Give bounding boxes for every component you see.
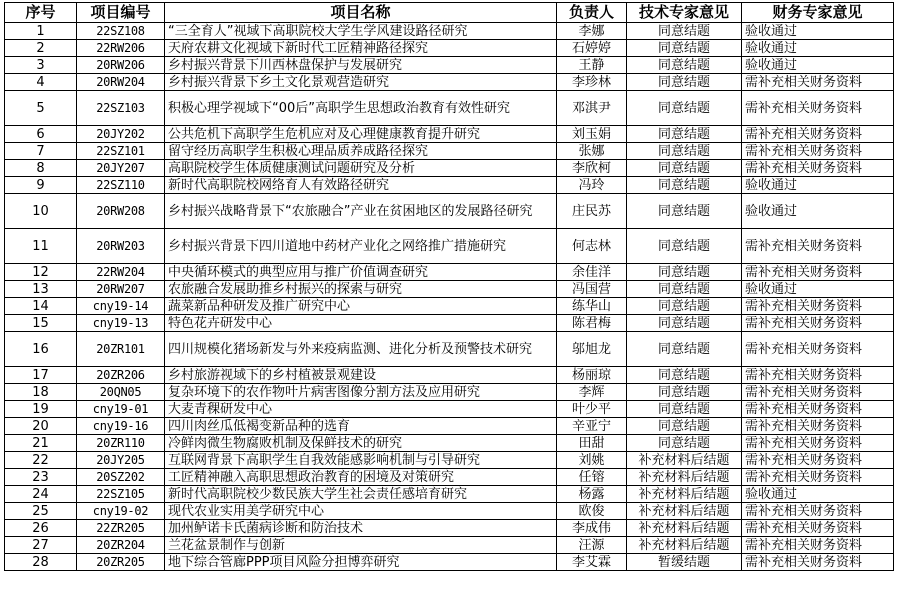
cell-no: 19 bbox=[5, 401, 77, 418]
cell-code: cny19-14 bbox=[77, 298, 165, 315]
table-row bbox=[5, 503, 894, 520]
cell-finance-opinion: 验收通过 bbox=[742, 177, 894, 194]
cell-no: 25 bbox=[5, 503, 77, 520]
cell-code: 20ZR110 bbox=[77, 435, 165, 452]
cell-code: cny19-01 bbox=[77, 401, 165, 418]
table-row bbox=[5, 40, 894, 57]
cell-name: 冷鲜肉微生物腐败机制及保鲜技术的研究 bbox=[165, 435, 557, 452]
header-finance-opinion: 财务专家意见 bbox=[742, 3, 894, 23]
cell-finance-opinion: 验收通过 bbox=[742, 194, 894, 229]
cell-no: 6 bbox=[5, 126, 77, 143]
cell-name: 加州鲈诺卡氏菌病诊断和防治技术 bbox=[165, 520, 557, 537]
table-body bbox=[5, 23, 894, 571]
table-row bbox=[5, 143, 894, 160]
cell-tech-opinion: 同意结题 bbox=[627, 126, 742, 143]
cell-finance-opinion: 需补充相关财务资料 bbox=[742, 554, 894, 571]
cell-finance-opinion: 需补充相关财务资料 bbox=[742, 418, 894, 435]
header-code: 项目编号 bbox=[77, 3, 165, 23]
cell-name: 工匠精神融入高职思想政治教育的困境及对策研究 bbox=[165, 469, 557, 486]
cell-person: 练华山 bbox=[557, 298, 627, 315]
cell-tech-opinion: 同意结题 bbox=[627, 384, 742, 401]
cell-tech-opinion: 补充材料后结题 bbox=[627, 452, 742, 469]
cell-code: 20ZR204 bbox=[77, 537, 165, 554]
cell-person: 李成伟 bbox=[557, 520, 627, 537]
cell-person: 邬旭龙 bbox=[557, 332, 627, 367]
cell-name: 复杂环境下的农作物叶片病害图像分割方法及应用研究 bbox=[165, 384, 557, 401]
cell-person: 李娜 bbox=[557, 23, 627, 40]
cell-no: 17 bbox=[5, 367, 77, 384]
cell-tech-opinion: 同意结题 bbox=[627, 435, 742, 452]
cell-person: 邓淇尹 bbox=[557, 91, 627, 126]
cell-name: 乡村振兴背景下川西林盘保护与发展研究 bbox=[165, 57, 557, 74]
cell-tech-opinion: 同意结题 bbox=[627, 57, 742, 74]
cell-no: 10 bbox=[5, 194, 77, 229]
cell-name: 蔬菜新品种研发及推广研究中心 bbox=[165, 298, 557, 315]
table-row bbox=[5, 367, 894, 384]
cell-no: 28 bbox=[5, 554, 77, 571]
cell-tech-opinion: 补充材料后结题 bbox=[627, 537, 742, 554]
cell-finance-opinion: 需补充相关财务资料 bbox=[742, 298, 894, 315]
cell-code: 20JY207 bbox=[77, 160, 165, 177]
cell-person: 刘玉娟 bbox=[557, 126, 627, 143]
cell-finance-opinion: 需补充相关财务资料 bbox=[742, 503, 894, 520]
cell-tech-opinion: 同意结题 bbox=[627, 281, 742, 298]
cell-name: 积极心理学视域下“00后”高职学生思想政治教育有效性研究 bbox=[165, 91, 557, 126]
cell-no: 15 bbox=[5, 315, 77, 332]
cell-person: 庄民苏 bbox=[557, 194, 627, 229]
cell-finance-opinion: 需补充相关财务资料 bbox=[742, 435, 894, 452]
cell-name: 四川肉丝瓜低褐变新品种的选育 bbox=[165, 418, 557, 435]
cell-tech-opinion: 同意结题 bbox=[627, 332, 742, 367]
cell-finance-opinion: 需补充相关财务资料 bbox=[742, 74, 894, 91]
cell-person: 汪源 bbox=[557, 537, 627, 554]
cell-code: 22ZR205 bbox=[77, 520, 165, 537]
cell-tech-opinion: 同意结题 bbox=[627, 74, 742, 91]
table-row bbox=[5, 160, 894, 177]
cell-finance-opinion: 需补充相关财务资料 bbox=[742, 126, 894, 143]
cell-name: 新时代高职院校少数民族大学生社会责任感培育研究 bbox=[165, 486, 557, 503]
cell-person: 刘姚 bbox=[557, 452, 627, 469]
cell-person: 冯玲 bbox=[557, 177, 627, 194]
cell-finance-opinion: 验收通过 bbox=[742, 281, 894, 298]
table-row bbox=[5, 384, 894, 401]
cell-name: 乡村振兴战略背景下“农旅融合”产业在贫困地区的发展路径研究 bbox=[165, 194, 557, 229]
cell-tech-opinion: 同意结题 bbox=[627, 298, 742, 315]
table-row bbox=[5, 332, 894, 367]
cell-name: 公共危机下高职学生危机应对及心理健康教育提升研究 bbox=[165, 126, 557, 143]
cell-tech-opinion: 同意结题 bbox=[627, 229, 742, 264]
cell-no: 22 bbox=[5, 452, 77, 469]
cell-no: 7 bbox=[5, 143, 77, 160]
cell-no: 18 bbox=[5, 384, 77, 401]
project-review-table bbox=[4, 2, 894, 571]
table-row bbox=[5, 281, 894, 298]
table-row bbox=[5, 264, 894, 281]
table-row bbox=[5, 74, 894, 91]
cell-no: 23 bbox=[5, 469, 77, 486]
table-row bbox=[5, 126, 894, 143]
cell-person: 欧俊 bbox=[557, 503, 627, 520]
cell-person: 余佳洋 bbox=[557, 264, 627, 281]
cell-person: 李珍林 bbox=[557, 74, 627, 91]
cell-name: 天府农耕文化视域下新时代工匠精神路径探究 bbox=[165, 40, 557, 57]
cell-no: 27 bbox=[5, 537, 77, 554]
cell-code: 20JY205 bbox=[77, 452, 165, 469]
cell-code: 22SZ101 bbox=[77, 143, 165, 160]
cell-finance-opinion: 需补充相关财务资料 bbox=[742, 537, 894, 554]
cell-person: 杨丽琼 bbox=[557, 367, 627, 384]
header-tech-opinion: 技术专家意见 bbox=[627, 3, 742, 23]
cell-tech-opinion: 同意结题 bbox=[627, 315, 742, 332]
cell-finance-opinion: 验收通过 bbox=[742, 486, 894, 503]
cell-name: 地下综合管廊PPP项目风险分担博弈研究 bbox=[165, 554, 557, 571]
cell-code: 20RW206 bbox=[77, 57, 165, 74]
cell-code: 22SZ110 bbox=[77, 177, 165, 194]
cell-finance-opinion: 需补充相关财务资料 bbox=[742, 332, 894, 367]
cell-no: 21 bbox=[5, 435, 77, 452]
cell-tech-opinion: 同意结题 bbox=[627, 40, 742, 57]
cell-finance-opinion: 需补充相关财务资料 bbox=[742, 520, 894, 537]
cell-finance-opinion: 验收通过 bbox=[742, 57, 894, 74]
cell-code: 20JY202 bbox=[77, 126, 165, 143]
table-row bbox=[5, 91, 894, 126]
table-row bbox=[5, 315, 894, 332]
cell-person: 石婷婷 bbox=[557, 40, 627, 57]
cell-no: 16 bbox=[5, 332, 77, 367]
table-row bbox=[5, 469, 894, 486]
header-name: 项目名称 bbox=[165, 3, 557, 23]
cell-name: 大麦青稞研发中心 bbox=[165, 401, 557, 418]
cell-tech-opinion: 同意结题 bbox=[627, 143, 742, 160]
table-row bbox=[5, 401, 894, 418]
cell-finance-opinion: 需补充相关财务资料 bbox=[742, 229, 894, 264]
table-row bbox=[5, 554, 894, 571]
cell-no: 26 bbox=[5, 520, 77, 537]
table-row bbox=[5, 23, 894, 40]
cell-name: 互联网背景下高职学生自我效能感影响机制与引导研究 bbox=[165, 452, 557, 469]
table-row bbox=[5, 177, 894, 194]
cell-finance-opinion: 需补充相关财务资料 bbox=[742, 401, 894, 418]
cell-code: cny19-16 bbox=[77, 418, 165, 435]
cell-no: 14 bbox=[5, 298, 77, 315]
cell-person: 张娜 bbox=[557, 143, 627, 160]
cell-tech-opinion: 补充材料后结题 bbox=[627, 486, 742, 503]
table-row bbox=[5, 486, 894, 503]
cell-name: 留守经历高职学生积极心理品质养成路径探究 bbox=[165, 143, 557, 160]
header-no: 序号 bbox=[5, 3, 77, 23]
cell-name: 高职院校学生体质健康测试问题研究及分析 bbox=[165, 160, 557, 177]
cell-person: 王静 bbox=[557, 57, 627, 74]
cell-code: 20ZR205 bbox=[77, 554, 165, 571]
cell-no: 2 bbox=[5, 40, 77, 57]
table-row bbox=[5, 537, 894, 554]
cell-finance-opinion: 需补充相关财务资料 bbox=[742, 469, 894, 486]
cell-finance-opinion: 验收通过 bbox=[742, 23, 894, 40]
cell-finance-opinion: 验收通过 bbox=[742, 40, 894, 57]
cell-tech-opinion: 补充材料后结题 bbox=[627, 520, 742, 537]
cell-finance-opinion: 需补充相关财务资料 bbox=[742, 452, 894, 469]
cell-tech-opinion: 暂缓结题 bbox=[627, 554, 742, 571]
cell-code: cny19-13 bbox=[77, 315, 165, 332]
cell-finance-opinion: 需补充相关财务资料 bbox=[742, 91, 894, 126]
table-row bbox=[5, 435, 894, 452]
cell-person: 李辉 bbox=[557, 384, 627, 401]
cell-finance-opinion: 需补充相关财务资料 bbox=[742, 315, 894, 332]
cell-person: 冯国营 bbox=[557, 281, 627, 298]
cell-tech-opinion: 同意结题 bbox=[627, 91, 742, 126]
cell-code: 20RW208 bbox=[77, 194, 165, 229]
cell-tech-opinion: 同意结题 bbox=[627, 23, 742, 40]
cell-tech-opinion: 补充材料后结题 bbox=[627, 503, 742, 520]
cell-person: 辛亚宁 bbox=[557, 418, 627, 435]
cell-no: 24 bbox=[5, 486, 77, 503]
cell-person: 田甜 bbox=[557, 435, 627, 452]
cell-name: 乡村振兴背景下乡土文化景观营造研究 bbox=[165, 74, 557, 91]
cell-person: 任镕 bbox=[557, 469, 627, 486]
cell-finance-opinion: 需补充相关财务资料 bbox=[742, 160, 894, 177]
cell-no: 8 bbox=[5, 160, 77, 177]
cell-person: 叶少平 bbox=[557, 401, 627, 418]
cell-no: 13 bbox=[5, 281, 77, 298]
cell-no: 11 bbox=[5, 229, 77, 264]
cell-tech-opinion: 同意结题 bbox=[627, 160, 742, 177]
cell-no: 4 bbox=[5, 74, 77, 91]
table-row bbox=[5, 229, 894, 264]
cell-tech-opinion: 同意结题 bbox=[627, 264, 742, 281]
header-person: 负责人 bbox=[557, 3, 627, 23]
cell-no: 9 bbox=[5, 177, 77, 194]
cell-code: 22SZ103 bbox=[77, 91, 165, 126]
cell-person: 陈君梅 bbox=[557, 315, 627, 332]
cell-tech-opinion: 补充材料后结题 bbox=[627, 469, 742, 486]
cell-no: 20 bbox=[5, 418, 77, 435]
table-row bbox=[5, 57, 894, 74]
cell-tech-opinion: 同意结题 bbox=[627, 194, 742, 229]
cell-finance-opinion: 需补充相关财务资料 bbox=[742, 367, 894, 384]
cell-code: cny19-02 bbox=[77, 503, 165, 520]
cell-name: 兰花盆景制作与创新 bbox=[165, 537, 557, 554]
cell-name: 乡村旅游视域下的乡村植被景观建设 bbox=[165, 367, 557, 384]
cell-no: 3 bbox=[5, 57, 77, 74]
cell-name: 农旅融合发展助推乡村振兴的探索与研究 bbox=[165, 281, 557, 298]
cell-person: 何志林 bbox=[557, 229, 627, 264]
cell-tech-opinion: 同意结题 bbox=[627, 401, 742, 418]
cell-finance-opinion: 需补充相关财务资料 bbox=[742, 264, 894, 281]
cell-name: 中央循环模式的典型应用与推广价值调查研究 bbox=[165, 264, 557, 281]
cell-code: 20ZR101 bbox=[77, 332, 165, 367]
cell-code: 22SZ105 bbox=[77, 486, 165, 503]
cell-finance-opinion: 需补充相关财务资料 bbox=[742, 143, 894, 160]
cell-code: 20SZ202 bbox=[77, 469, 165, 486]
cell-person: 杨露 bbox=[557, 486, 627, 503]
table-row bbox=[5, 194, 894, 229]
cell-name: 新时代高职院校网络育人有效路径研究 bbox=[165, 177, 557, 194]
cell-code: 20RW207 bbox=[77, 281, 165, 298]
cell-no: 12 bbox=[5, 264, 77, 281]
cell-tech-opinion: 同意结题 bbox=[627, 177, 742, 194]
cell-person: 李艾霖 bbox=[557, 554, 627, 571]
table-row bbox=[5, 520, 894, 537]
cell-code: 20RW203 bbox=[77, 229, 165, 264]
cell-code: 20QN05 bbox=[77, 384, 165, 401]
cell-no: 5 bbox=[5, 91, 77, 126]
cell-name: “三全育人”视域下高职院校大学生学风建设路径研究 bbox=[165, 23, 557, 40]
cell-name: 特色花卉研发中心 bbox=[165, 315, 557, 332]
cell-code: 22RW206 bbox=[77, 40, 165, 57]
cell-name: 四川规模化猪场新发与外来疫病监测、进化分析及预警技术研究 bbox=[165, 332, 557, 367]
table-row bbox=[5, 298, 894, 315]
cell-code: 22SZ108 bbox=[77, 23, 165, 40]
table-row bbox=[5, 418, 894, 435]
cell-name: 乡村振兴背景下四川道地中药材产业化之网络推广措施研究 bbox=[165, 229, 557, 264]
cell-person: 李欣柯 bbox=[557, 160, 627, 177]
cell-code: 20ZR206 bbox=[77, 367, 165, 384]
header-row bbox=[5, 3, 894, 23]
cell-no: 1 bbox=[5, 23, 77, 40]
cell-tech-opinion: 同意结题 bbox=[627, 367, 742, 384]
cell-code: 22RW204 bbox=[77, 264, 165, 281]
cell-name: 现代农业实用美学研究中心 bbox=[165, 503, 557, 520]
cell-finance-opinion: 需补充相关财务资料 bbox=[742, 384, 894, 401]
cell-code: 20RW204 bbox=[77, 74, 165, 91]
table-row bbox=[5, 452, 894, 469]
cell-tech-opinion: 同意结题 bbox=[627, 418, 742, 435]
